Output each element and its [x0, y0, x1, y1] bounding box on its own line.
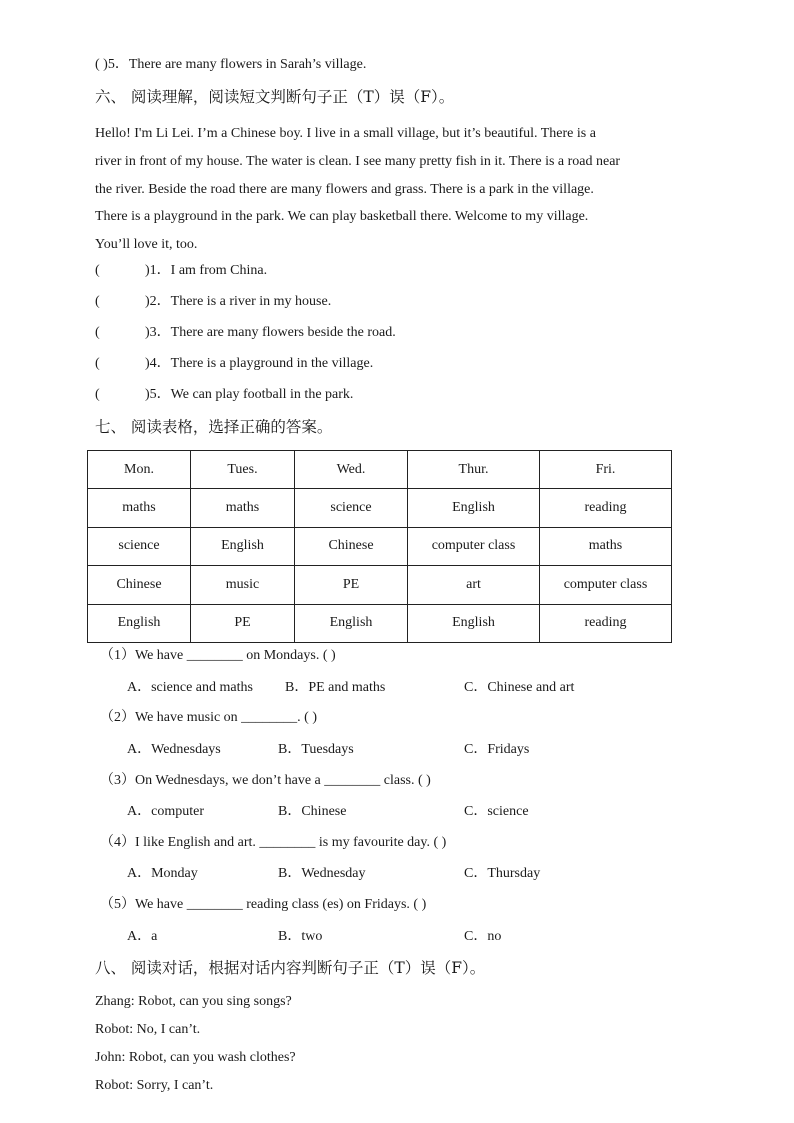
- table-cell: computer class: [408, 527, 540, 565]
- judge-item-4[interactable]: [95, 355, 373, 373]
- table-cell: maths: [540, 527, 672, 565]
- question-item: ( )5．There are many flowers in Sarah’s village.: [95, 57, 367, 72]
- table-cell: maths: [88, 489, 191, 527]
- option-b[interactable]: B．Chinese: [278, 804, 347, 819]
- option-c[interactable]: C．Fridays: [464, 742, 530, 757]
- table-cell: art: [408, 566, 540, 604]
- table-cell: maths: [191, 489, 295, 527]
- judge-item-5[interactable]: [95, 386, 353, 404]
- judge-item-text: )5．We can play football in the park.: [145, 387, 354, 402]
- dialogue-line: Zhang: Robot, can you sing songs?: [95, 994, 292, 1009]
- table-cell: Fri.: [540, 451, 672, 489]
- table-cell: English: [191, 527, 295, 565]
- dialogue-line: Robot: Sorry, I can’t.: [95, 1078, 214, 1093]
- passage-line: the river. Beside the road there are many flowers and grass. There is a park in the village.: [95, 181, 594, 197]
- table-cell: reading: [540, 604, 672, 642]
- option-c[interactable]: C．Thursday: [464, 866, 541, 881]
- table-row: [88, 451, 672, 489]
- table-row: [88, 489, 672, 527]
- option-a[interactable]: A．science and maths: [127, 680, 253, 695]
- option-c[interactable]: C．Chinese and art: [464, 680, 575, 695]
- judge-item-text: )2．There is a river in my house.: [145, 294, 332, 309]
- section-heading-8: 八、 阅读对话，根据对话内容判断句子正（T）误（F）。: [95, 959, 486, 977]
- mc-question-2: （2）We have music on ________. ( ): [100, 710, 317, 725]
- table-cell: computer class: [540, 566, 672, 604]
- answer-paren: (: [95, 356, 100, 371]
- table-cell: Thur.: [408, 451, 540, 489]
- passage-line: You’ll love it, too.: [95, 237, 198, 253]
- table-row: [88, 527, 672, 565]
- table-cell: Wed.: [295, 451, 408, 489]
- dialogue-line: Robot: No, I can’t.: [95, 1022, 201, 1037]
- section-heading-7: 七、 阅读表格，选择正确的答案。: [95, 418, 333, 436]
- table-cell: English: [408, 604, 540, 642]
- mc-question-5: （5）We have ________ reading class (es) on Fridays. ( ): [100, 897, 427, 912]
- table-cell: music: [191, 566, 295, 604]
- table-cell: reading: [540, 489, 672, 527]
- table-cell: Tues.: [191, 451, 295, 489]
- table-cell: Chinese: [295, 527, 408, 565]
- option-c[interactable]: C．science: [464, 804, 529, 819]
- passage-line: There is a playground in the park. We can play basketball there. Welcome to my village.: [95, 209, 589, 225]
- table-cell: Chinese: [88, 566, 191, 604]
- section-heading-6: 六、 阅读理解，阅读短文判断句子正（T）误（F）。: [95, 88, 455, 106]
- option-a[interactable]: A．Wednesdays: [127, 742, 221, 757]
- table-cell: Mon.: [88, 451, 191, 489]
- reading-passage: [95, 120, 705, 259]
- passage-line: Hello! I'm Li Lei. I’m a Chinese boy. I live in a small village, but it’s beautiful. There is a: [95, 126, 596, 141]
- answer-paren: (: [95, 263, 100, 278]
- option-b[interactable]: B．PE and maths: [285, 680, 386, 695]
- answer-paren: (: [95, 387, 100, 402]
- option-b[interactable]: B．Wednesday: [278, 866, 366, 881]
- judge-item-1[interactable]: [95, 262, 267, 280]
- option-b[interactable]: B．Tuesdays: [278, 742, 354, 757]
- passage-line: river in front of my house. The water is clean. I see many pretty fish in it. There is a road near: [95, 153, 621, 169]
- mc-question-4: （4）I like English and art. ________ is my favourite day. ( ): [100, 835, 447, 850]
- schedule-table: [87, 450, 672, 643]
- judge-item-text: )1．I am from China.: [145, 263, 268, 278]
- answer-paren: (: [95, 325, 100, 340]
- table-cell: science: [295, 489, 408, 527]
- table-cell: English: [88, 604, 191, 642]
- table-row: [88, 566, 672, 604]
- judge-item-text: )4．There is a playground in the village.: [145, 356, 374, 371]
- dialogue-line: John: Robot, can you wash clothes?: [95, 1050, 296, 1065]
- option-a[interactable]: A．computer: [127, 804, 204, 819]
- option-a[interactable]: A．a: [127, 929, 158, 944]
- mc-question-1: （1）We have ________ on Mondays. ( ): [100, 648, 336, 663]
- option-b[interactable]: B．two: [278, 929, 323, 944]
- mc-question-3: （3）On Wednesdays, we don’t have a ________ class. ( ): [100, 773, 431, 788]
- table-row: [88, 604, 672, 642]
- option-c[interactable]: C．no: [464, 929, 502, 944]
- table-cell: English: [408, 489, 540, 527]
- answer-paren: (: [95, 294, 100, 309]
- table-cell: science: [88, 527, 191, 565]
- table-cell: PE: [295, 566, 408, 604]
- judge-item-text: )3．There are many flowers beside the road.: [145, 325, 396, 340]
- judge-item-2[interactable]: [95, 293, 331, 311]
- table-cell: English: [295, 604, 408, 642]
- judge-item-3[interactable]: [95, 324, 396, 342]
- option-a[interactable]: A．Monday: [127, 866, 198, 881]
- table-cell: PE: [191, 604, 295, 642]
